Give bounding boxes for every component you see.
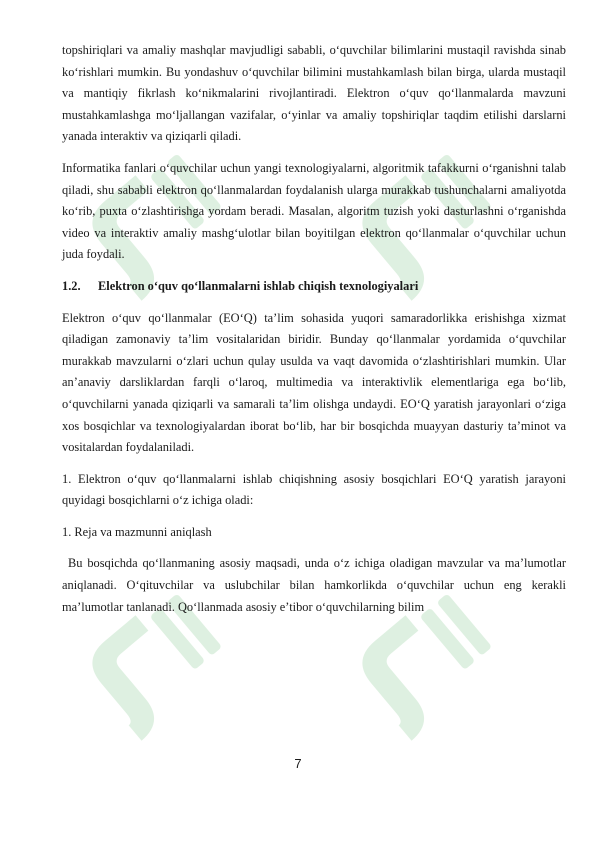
- section-number: 1.2.: [62, 278, 81, 293]
- list-item: 1. Reja va mazmunni aniqlash: [62, 524, 212, 539]
- paragraph: Elektron o‘quv qo‘llanmalar (EO‘Q) ta’lim sohasida yuqori samaradorlikka erishishga xizmat qiladigan zamonaviy ta’lim vositalaridan biridir. Bunday qo‘llanmalar yordamida o‘quvchilar murakkab mavzularni o‘zlari uchun qulay usulda va vaqt davomida o‘zlashtirishlari mumkin. Ular an’anaviy darsliklardan farqli o‘laroq, multimedia va interaktivlik elementlariga ega bo‘lib, o‘quvchilarni yanada qiziqarli va samarali ta’lim olishga undaydi. EO‘Q yaratish jarayonlari o‘ziga xos bosqichlar va texnologiyalardan iborat bo‘lib, har bir bosqichda muayyan dasturiy ta’minot va vositalardan foydalaniladi.: [62, 310, 566, 455]
- paragraph: topshiriqlari va amaliy mashqlar mavjudligi sababli, o‘quvchilar bilimlarini mustaqil ravishda sinab ko‘rishlari mumkin. Bu yondashuv o‘quvchilar bilimini mustahkamlash bilan birga, ularda mustaqil va mantiqiy fikrlash ko‘nikmalarini rivojlantiradi. Elektron o‘quv qo‘llanmalarda mavzuni mustahkamlashga mo‘ljallangan vazifalar, o‘yinlar va amaliy topshiriqlar taqdim etilishi darslarni yanada interaktiv va qiziqarli qiladi.: [62, 43, 566, 144]
- paragraph: Bu bosqichda qo‘llanmaning asosiy maqsadi, unda o‘z ichiga oladigan mavzular va ma’lumotlar aniqlanadi. O‘qituvchilar va uslubchilar bilan hamkorlikda o‘quvchilar uchun eng kerakli ma’lumotlar tanlanadi. Qo‘llanmada asosiy e’tibor o‘quvchilarning bilim: [62, 556, 566, 614]
- page-body: [62, 40, 566, 628]
- paragraph: Informatika fanlari o‘quvchilar uchun yangi texnologiyalarni, algoritmik tafakkurni o‘rganishni talab qiladi, shu sababli elektron qo‘llanmalardan foydalanish ularga murakkab tushunchalarni amaliyotda ko‘rib, puxta o‘zlashtirishga yordam beradi. Masalan, algoritm tuzish yoki dasturlashni o‘rganishda video va interaktiv amaliy mashg‘ulotlar bilan boyitilgan elektron qo‘llanmalar o‘quvchilar uchun juda foydali.: [62, 160, 566, 262]
- paragraph: 1. Elektron o‘quv qo‘llanmalarni ishlab chiqishning asosiy bosqichlari EO‘Q yaratish jarayoni quyidagi bosqichlarni o‘z ichiga oladi:: [62, 471, 566, 508]
- section-title: Elektron o‘quv qo‘llanmalarni ishlab chiqish texnologiyalari: [98, 278, 419, 293]
- section-heading: [62, 276, 566, 298]
- page-number: 7: [294, 756, 302, 771]
